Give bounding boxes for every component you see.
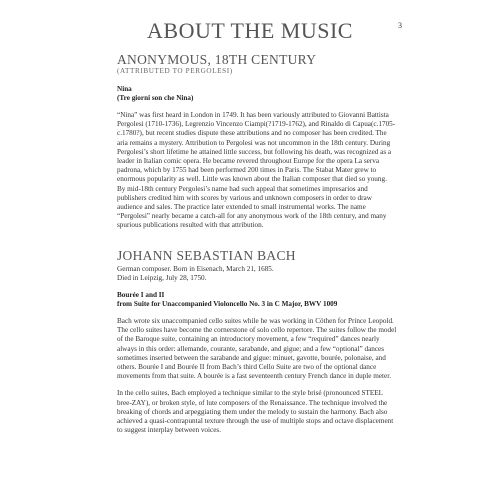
page-number: 3 xyxy=(398,21,402,30)
work-title-block xyxy=(117,85,397,103)
work-title: Bourée I and II xyxy=(117,291,165,299)
life-dates xyxy=(117,265,397,283)
composer-heading: ANONYMOUS, 18TH CENTURY xyxy=(117,52,317,67)
birth-line: German composer. Born in Eisenach, March 21, 1685. xyxy=(117,265,274,273)
work-subtitle: (Tre giorni son che Nina) xyxy=(117,94,194,102)
section-anonymous xyxy=(117,52,397,239)
body-paragraph: “Nina” was first heard in London in 1749. It has been variously attributed to Giovanni Battista Pergolesi (1710-1736), Legrenzio Vincenzo Ciampi(?1719-1762), and Rinaldo di Capua(c.1705-c.1780?), but recent studies dispute these attributions and no composer has been credited. The aria remains a mystery. Attribution to Pergolesi was not uncommon in the 18th century. During Pergolesi’s short lifetime he attained little success, but following his death, was recognized as a leader in Italian comic opera. He became revered throughout Europe for the opera La serva padrona, which by 1755 had been performed 200 times in Paris. The Stabat Mater grew to enormous popularity as well. Little was known about the Italian composer that died so young. By mid-18th century Pergolesi’s name had such appeal that sometimes impresarios and publishers credited him with scores by various and unknown composers in order to draw audience and sales. The practice later extended to small instrumental works. The name “Pergolesi” nearly became a catch-all for any anonymous work of the 18th century, and many spurious publications resulted with that attribution. xyxy=(117,111,396,230)
body-paragraph: Bach wrote six unaccompanied cello suites while he was working in Cöthen for Prince Leopold. The cello suites have become the cornerstone of solo cello repertore. The suites follow the model of the Baroque suite, containing an introductory movement, a few “required” dances nearly always in this order: allemande, courante, sarabande, and gigue; and a few “optional” dances sometimes inserted between the sarabande and gigue: minuet, gavotte, bourée, polonaise, and others. Bourée I and Bourée II from Bach’s third Cello Suite are two of the optional dance movements from that suite. A bourée is a fast seventeenth century French dance in duple meter. xyxy=(117,317,397,381)
page-title: ABOUT THE MUSIC xyxy=(147,18,353,43)
body-paragraph: In the cello suites, Bach employed a technique similar to the style brisé (pronounced STEEL bree-ZAY), or broken style, of lute composers of the Renaissance. The technique involved the breaking of chords and arpeggiating them under the melody to sustain the harmony. Bach also achieved a quasi-contrapuntal texture through the use of multiple stops and octave displacement to suggest interplay between voices. xyxy=(117,389,394,435)
section-bach xyxy=(117,248,397,443)
death-line: Died in Leipzig, July 28, 1750. xyxy=(117,274,207,282)
work-subtitle: from Suite for Unaccompanied Violoncello No. 3 in C Major, BWV 1009 xyxy=(117,300,338,308)
attribution-subheading: (ATTRIBUTED TO PERGOLESI) xyxy=(117,67,233,75)
work-title: Nina xyxy=(117,85,132,93)
work-title-block xyxy=(117,291,397,309)
composer-heading: JOHANN SEBASTIAN BACH xyxy=(117,248,296,263)
